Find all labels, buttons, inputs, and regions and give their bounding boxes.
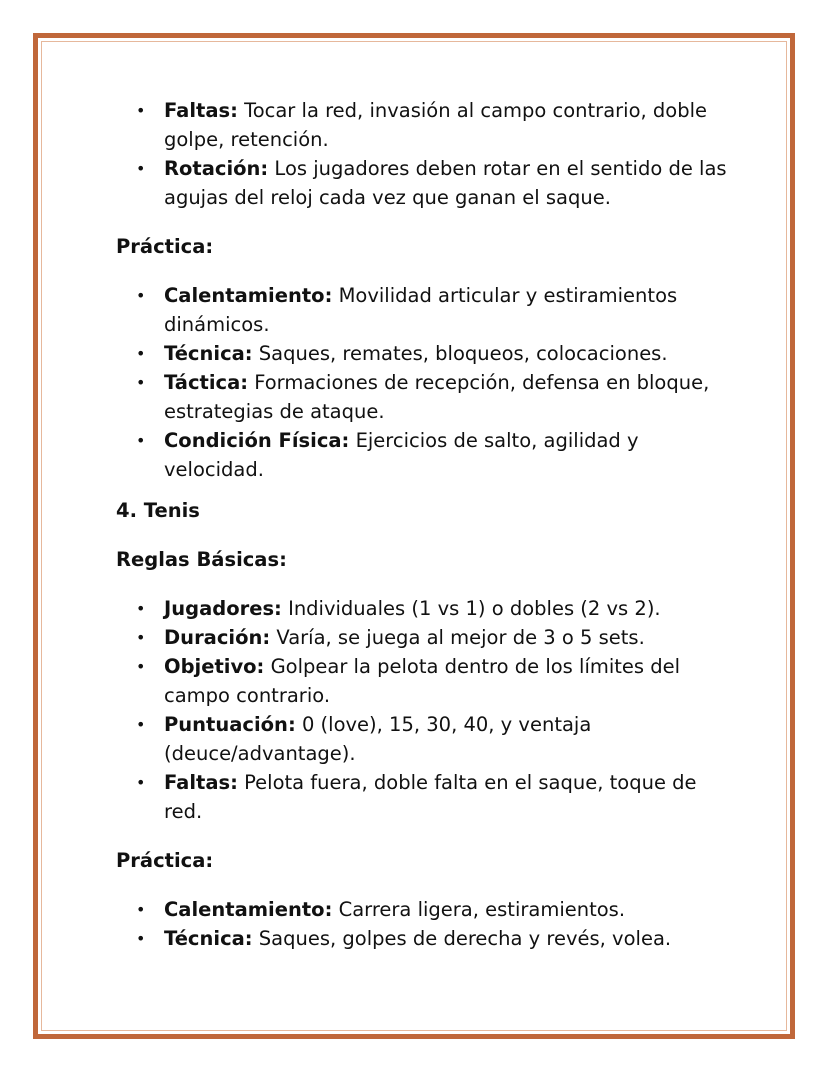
item-term: Condición Física: — [164, 429, 350, 452]
item-term: Táctica: — [164, 371, 249, 394]
item-term: Puntuación: — [164, 713, 296, 736]
list-item — [116, 339, 736, 368]
section-title-tenis: 4. Tenis — [116, 499, 200, 522]
rules-list-continued — [116, 96, 736, 212]
list-item — [116, 368, 736, 426]
item-text: Golpear la pelota dentro de los límites del campo contrario. — [164, 655, 681, 707]
item-text: Carrera ligera, estiramientos. — [338, 898, 626, 921]
item-text: Movilidad articular y estiramientos dinámicos. — [164, 284, 678, 336]
list-item — [116, 623, 736, 652]
item-text: Ejercicios de salto, agilidad y velocidad. — [164, 429, 639, 481]
practica-list — [116, 281, 736, 484]
item-term: Calentamiento: — [164, 898, 333, 921]
item-term: Calentamiento: — [164, 284, 333, 307]
list-item — [116, 895, 736, 924]
practica-heading: Práctica: — [116, 849, 214, 872]
item-term: Duración: — [164, 626, 271, 649]
list-item — [116, 426, 736, 484]
item-term: Objetivo: — [164, 655, 265, 678]
list-item — [116, 924, 736, 953]
reglas-list — [116, 594, 736, 826]
document-content — [116, 96, 736, 953]
practica-heading: Práctica: — [116, 235, 214, 258]
item-text: 0 (love), 15, 30, 40, y ventaja (deuce/advantage). — [164, 713, 592, 765]
item-term: Faltas: — [164, 771, 238, 794]
list-item — [116, 652, 736, 710]
item-text: Los jugadores deben rotar en el sentido de las agujas del reloj cada vez que ganan el saque. — [164, 157, 727, 209]
list-item — [116, 96, 736, 154]
item-term: Técnica: — [164, 342, 253, 365]
list-item — [116, 768, 736, 826]
list-item — [116, 594, 736, 623]
item-term: Jugadores: — [164, 597, 282, 620]
item-term: Faltas: — [164, 99, 238, 122]
item-text: Saques, golpes de derecha y revés, volea. — [258, 927, 672, 950]
item-text: Varía, se juega al mejor de 3 o 5 sets. — [276, 626, 645, 649]
list-item — [116, 710, 736, 768]
item-text: Pelota fuera, doble falta en el saque, toque de red. — [164, 771, 697, 823]
list-item — [116, 281, 736, 339]
item-text: Individuales (1 vs 1) o dobles (2 vs 2). — [288, 597, 661, 620]
item-term: Técnica: — [164, 927, 253, 950]
item-text: Saques, remates, bloqueos, colocaciones. — [258, 342, 668, 365]
item-text: Formaciones de recepción, defensa en bloque, estrategias de ataque. — [164, 371, 710, 423]
reglas-basicas-heading: Reglas Básicas: — [116, 548, 287, 571]
list-item — [116, 154, 736, 212]
item-text: Tocar la red, invasión al campo contrario, doble golpe, retención. — [164, 99, 708, 151]
practica-list — [116, 895, 736, 953]
item-term: Rotación: — [164, 157, 269, 180]
